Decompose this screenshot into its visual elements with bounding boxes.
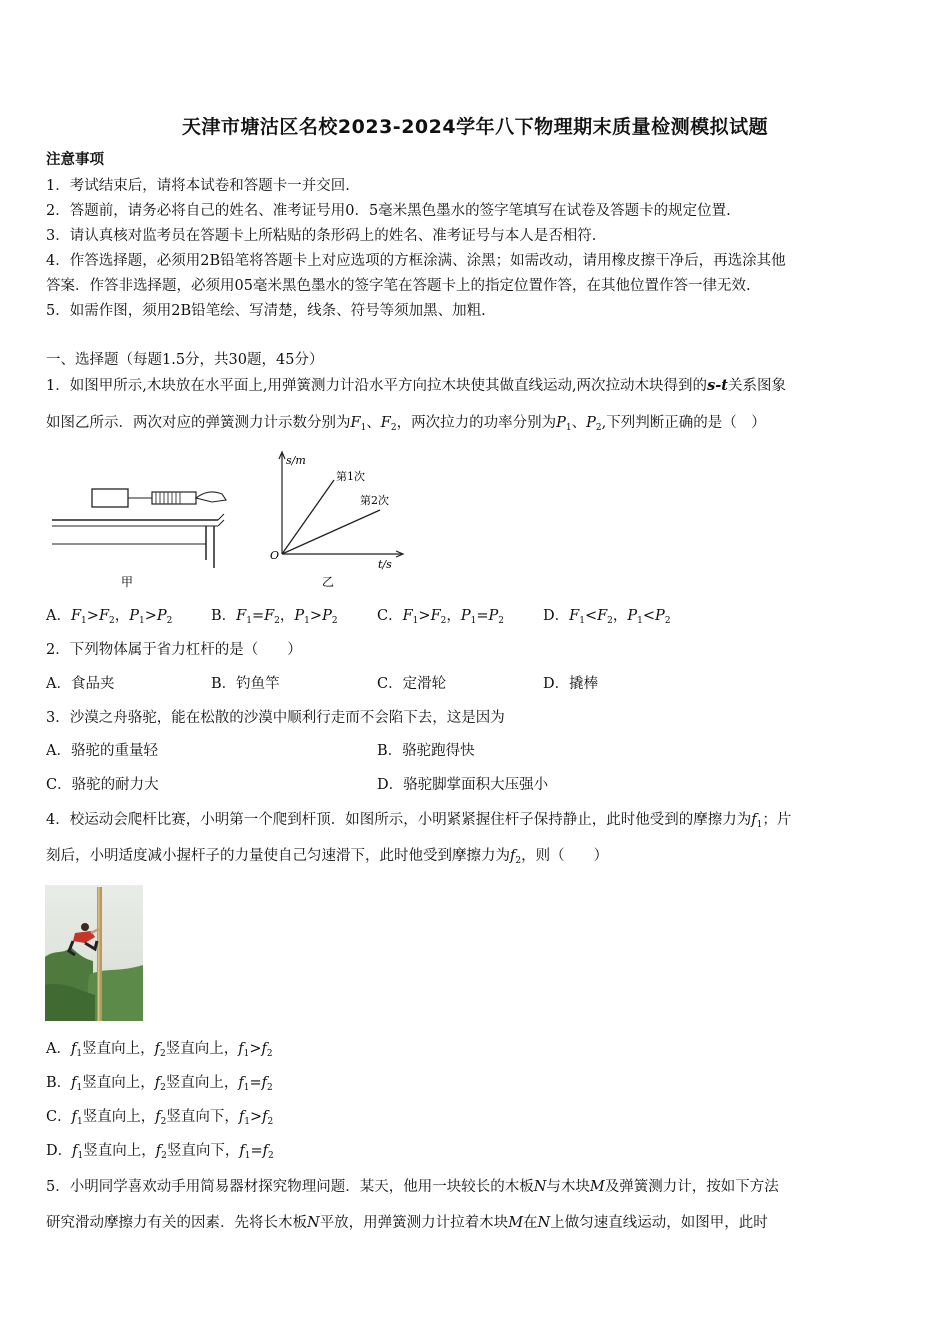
q4-stem-line1: 4．校运动会爬杆比赛，小明第一个爬到杆顶．如图所示，小明紧紧握住杆子保持静止，此时他受到的摩擦力为$f_1$；片	[46, 812, 792, 830]
series-label-1: 第1次	[336, 470, 365, 483]
q4-option-a[interactable]: A．$f_1$竖直向上，$f_2$竖直向上，$f_1>f_2$	[46, 1041, 273, 1059]
page-title: 天津市塘沽区名校2023-2024学年八下物理期末质量检测模拟试题	[181, 116, 769, 138]
q2-option-c[interactable]: C．定滑轮	[377, 676, 447, 692]
q2-stem: 2．下列物体属于省力杠杆的是（ ）	[46, 642, 302, 658]
q3-option-c[interactable]: C．骆驼的耐力大	[46, 777, 159, 793]
q1-option-b[interactable]: B．$F_1=F_2$，$P_1>P_2$	[211, 608, 338, 626]
pole-climbing-photo	[45, 885, 143, 1021]
figure-label-yi: 乙	[322, 575, 335, 589]
q4-option-d[interactable]: D．$f_1$竖直向上，$f_2$竖直向下，$f_1=f_2$	[46, 1143, 274, 1161]
q4-option-b[interactable]: B．$f_1$竖直向上，$f_2$竖直向上，$f_1=f_2$	[46, 1075, 273, 1093]
q4-option-c[interactable]: C．$f_1$竖直向上，$f_2$竖直向下，$f_1>f_2$	[46, 1109, 274, 1127]
series-label-2: 第2次	[360, 494, 389, 507]
q1-stem-line1: 1．如图甲所示,木块放在水平面上,用弹簧测力计沿水平方向拉木块使其做直线运动,两次拉动木块得到的s-t关系图象	[46, 377, 786, 394]
q2-option-d[interactable]: D．撬棒	[543, 676, 599, 692]
notice-item: 答案．作答非选择题，必须用05毫米黑色墨水的签字笔在答题卡上的指定位置作答，在其他位置作答一律无效.	[46, 278, 751, 294]
q3-option-b[interactable]: B．骆驼跑得快	[377, 743, 475, 759]
q1-option-d[interactable]: D．$F_1<F_2$，$P_1<P_2$	[543, 608, 671, 626]
figure-label-jia: 甲	[121, 575, 134, 589]
q3-option-d[interactable]: D．骆驼脚掌面积大压强小	[377, 777, 549, 793]
figure-block-table	[46, 448, 236, 593]
notice-item: 5．如需作图，须用2B铅笔绘、写清楚，线条、符号等须加黑、加粗.	[46, 303, 486, 319]
q3-stem: 3．沙漠之舟骆驼，能在松散的沙漠中顺利行走而不会陷下去，这是因为	[46, 710, 505, 726]
notice-item: 2．答题前，请务必将自己的姓名、准考证号用0．5毫米黑色墨水的签字笔填写在试卷及答题卡的规定位置.	[46, 203, 731, 219]
q1-option-a[interactable]: A．$F_1>F_2$，$P_1>P_2$	[46, 608, 173, 626]
q2-option-b[interactable]: B．钓鱼竿	[211, 676, 280, 692]
notice-heading: 注意事项	[46, 151, 104, 168]
notice-item: 4．作答选择题，必须用2B铅笔将答题卡上对应选项的方框涂满、涂黑；如需改动，请用橡皮擦干净后，再选涂其他	[46, 253, 786, 269]
q4-stem-line2: 刻后，小明适度减小握杆子的力量使自己匀速滑下，此时他受到摩擦力为$f_2$，则（ ）	[46, 848, 609, 866]
st-graph	[262, 448, 412, 593]
q1-option-c[interactable]: C．$F_1>F_2$，$P_1=P_2$	[377, 608, 505, 626]
q5-stem-line1: 5．小明同学喜欢动手用简易器材探究物理问题．某天，他用一块较长的木板N与木块M及弹簧测力计，按如下方法	[46, 1179, 779, 1195]
q5-stem-line2: 研究滑动摩擦力有关的因素．先将长木板N平放，用弹簧测力计拉着木块M在N上做匀速直线运动，如图甲，此时	[46, 1215, 768, 1231]
q3-option-a[interactable]: A．骆驼的重量轻	[46, 743, 158, 759]
y-axis-label: s/m	[286, 454, 306, 467]
q1-stem-line2: 如图乙所示．两次对应的弹簧测力计示数分别为$F_1$、$F_2$，两次拉力的功率分别为$P_1$、$P_2$,下列判断正确的是（ ）	[46, 415, 766, 433]
notice-item: 3．请认真核对监考员在答题卡上所粘贴的条形码上的姓名、准考证号与本人是否相符.	[46, 228, 597, 244]
origin-label: O	[270, 549, 280, 562]
x-axis-label: t/s	[378, 558, 392, 571]
section-heading: 一、选择题（每题1.5分，共30题，45分）	[46, 352, 324, 368]
q2-option-a[interactable]: A．食品夹	[46, 676, 115, 692]
notice-item: 1．考试结束后，请将本试卷和答题卡一并交回.	[46, 178, 350, 194]
